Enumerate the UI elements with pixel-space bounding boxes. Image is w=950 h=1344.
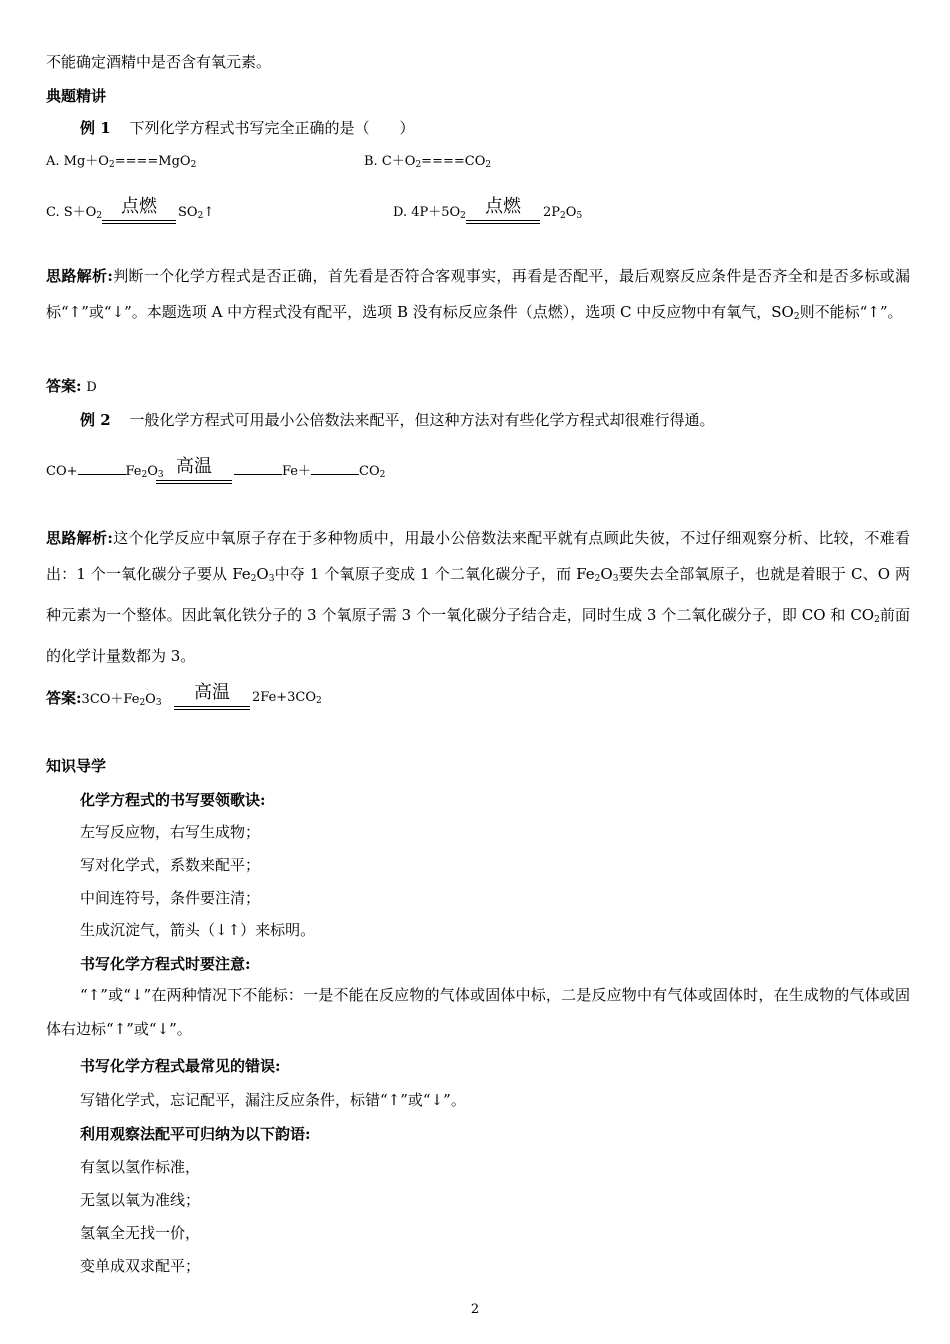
answer-2-products: $2Fe+3CO_2$ (252, 690, 322, 706)
analysis-1-label: 思路解析: (46, 267, 113, 285)
observation-line: 有氢以氢作标准， (80, 1158, 201, 1176)
example-2-question: 一般化学方程式可用最小公倍数法来配平，但这种方法对有些化学方程式却很难行得通。 (129, 411, 715, 429)
example-2-label: 例 2 (80, 411, 111, 429)
rhyme-line: 写对化学式，系数来配平； (80, 856, 261, 874)
error-text: 写错化学式，忘记配平，漏注反应条件，标错“↑”或“↓”。 (80, 1091, 466, 1109)
page-number: 2 (470, 1302, 480, 1317)
option-d-condition: 点燃 (466, 196, 540, 224)
equation-2-products: $Fe+ CO_2$ (234, 460, 385, 485)
observation-line: 氢氧全无找一价， (80, 1224, 201, 1242)
example-1 (80, 118, 414, 138)
answer-2-label: 答案: (46, 689, 82, 707)
option-c-condition: 点燃 (102, 196, 176, 224)
example-2 (80, 410, 714, 430)
error-title: 书写化学方程式最常见的错误: (80, 1057, 281, 1075)
example-1-question: 下列化学方程式书写完全正确的是（ ） (129, 119, 415, 137)
equation-2-condition: 高温 (156, 456, 232, 484)
rhyme-line: 左写反应物，右写生成物； (80, 823, 261, 841)
rhyme-line: 中间连符号，条件要注清； (80, 889, 261, 907)
example-1-label: 例 1 (80, 119, 111, 137)
coefficient-blank (78, 460, 126, 475)
equation-2-reactants: $CO+ Fe_2O_3$ (46, 460, 164, 485)
option-a: A. $Mg+O_2====MgO_2$ (46, 154, 197, 170)
option-c-reactants: C. $S+O_2$ (46, 205, 103, 221)
section-heading-examples: 典题精讲 (46, 87, 107, 105)
answer-2: 答案$:3CO+Fe_2O_3$ (46, 689, 162, 708)
observation-line: 无氢以氧为准线； (80, 1191, 201, 1209)
option-d-products: $2P_2O_5$ (543, 205, 583, 221)
option-d-reactants: D. $4P+5O_2$ (393, 205, 466, 221)
analysis-2-label: 思路解析: (46, 529, 113, 547)
observation-title: 利用观察法配平可归纳为以下韵语: (80, 1125, 311, 1143)
analysis-2: 思路解析:这个化学反应中氧原子存在于多种物质中，用最小公倍数法来配平就有点顾此失彼，不过仔细观察分析、比较，不难看出：1 个一氧化碳分子要从 $Fe_2O_3$中夺 1 个氧原子变成 1 个二氧化碳分子，而 $Fe_2O_3$要失去全部氧原子，也就是着眼于 C、O 两种元素为一个整体。因此氧化铁分子的 3 个氧原子需 3 个一氧化碳分子结合走，同时生成 3 个二氧化碳分子，即 CO 和 $CO_2$前面的化学计量数都为 3。 (46, 529, 911, 665)
note-text: “↑”或“↓”在两种情况下不能标：一是不能在反应物的气体或固体中标，二是反应物中有气体或固体时，在生成物的气体或固体右边标“↑”或“↓”。 (46, 986, 910, 1038)
answer-1-value: D (86, 380, 97, 395)
top-line: 不能确定酒精中是否含有氧元素。 (46, 53, 272, 71)
option-c-products: $SO_2↑$ (178, 205, 215, 221)
coefficient-blank (234, 460, 282, 475)
coefficient-blank (311, 460, 359, 475)
answer-2-condition: 高温 (174, 682, 250, 710)
rhyme-line: 生成沉淀气，箭头（↓↑）来标明。 (80, 921, 316, 939)
option-b: B. $C+O_2====CO_2$ (364, 154, 492, 170)
answer-1 (46, 376, 97, 398)
analysis-1: 思路解析:判断一个化学方程式是否正确，首先看是否符合客观事实，再看是否配平，最后观察反应条件是否齐全和是否多标或漏标“↑”或“↓”。本题选项 A 中方程式没有配平，选项 B 没有标反应条件（点燃），选项 C 中反应物中有氧气，$SO_2$则不能标“↑”。 (46, 267, 910, 322)
rhyme-title: 化学方程式的书写要领歌诀: (80, 791, 266, 809)
section-heading-guide: 知识导学 (46, 757, 107, 775)
observation-line: 变单成双求配平； (80, 1257, 201, 1275)
note-title: 书写化学方程式时要注意: (80, 955, 251, 973)
answer-1-label: 答案: (46, 377, 82, 395)
up-arrow-icon: ↑ (203, 205, 215, 220)
